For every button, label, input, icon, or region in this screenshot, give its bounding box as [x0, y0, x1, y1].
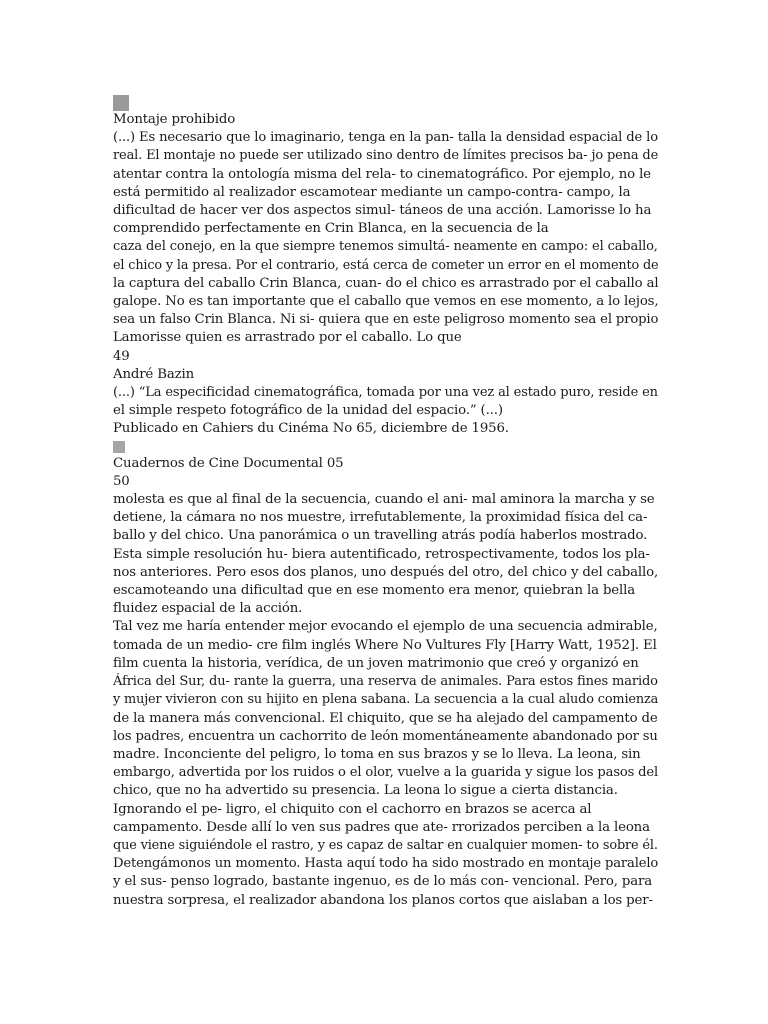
quote-line: (...) “La especificidad cinematográfica, tomada por una vez al estado puro, reside en — [113, 385, 658, 401]
page-marker-square-small — [113, 441, 125, 453]
running-header: Cuadernos de Cine Documental 05 — [113, 455, 344, 471]
text-line: África del Sur, du- rante la guerra, una reserva de animales. Para estos fines marido — [113, 674, 658, 690]
quote-line: el simple respeto fotográfico de la unidad del espacio.” (...) — [113, 403, 503, 419]
text-line: comprendido perfectamente en Crin Blanca, en la secuencia de la — [113, 221, 549, 237]
text-line: embargo, advertida por los ruidos o el olor, vuelve a la guarida y sigue los pasos del — [113, 765, 659, 781]
section-bazin — [113, 111, 658, 439]
text-line: y el sus- penso logrado, bastante ingenuo, es de lo más con- vencional. Pero, para — [113, 874, 653, 890]
text-line: de la manera más convencional. El chiquito, que se ha alejado del campamento de — [113, 710, 658, 726]
text-line: Esta simple resolución hu- biera autentificado, retrospectivamente, todos los pla- — [113, 546, 650, 562]
text-line: fluidez espacial de la acción. — [113, 601, 303, 617]
text-line: real. El montaje no puede ser utilizado sino dentro de límites precisos ba- jo pena de — [113, 148, 659, 164]
text-line: que viene siguiéndole el rastro, y es capaz de saltar en cualquier momen- to sobre él. — [113, 837, 658, 853]
author-name: André Bazin — [113, 366, 195, 382]
document-page — [113, 95, 658, 910]
page-marker-square — [113, 95, 129, 111]
page-number: 50 — [113, 473, 130, 489]
text-line: molesta es que al final de la secuencia, cuando el ani- mal aminora la marcha y se — [113, 492, 655, 508]
text-line: atentar contra la ontología misma del rela- to cinematográfico. Por ejemplo, no le — [113, 166, 651, 182]
text-line: sea un falso Crin Blanca. Ni si- quiera que en este peligroso momento sea el propio — [113, 312, 659, 328]
text-line: galope. No es tan importante que el caballo que vemos en ese momento, a lo lejos, — [113, 294, 659, 310]
text-line: Detengámonos un momento. Hasta aquí todo ha sido mostrado en montaje paralelo — [113, 856, 659, 872]
text-line: detiene, la cámara no nos muestre, irrefutablemente, la proximidad física del ca- — [113, 510, 648, 526]
text-line: el chico y la presa. Por el contrario, está cerca de cometer un error en el momento de — [113, 257, 659, 273]
text-line: escamoteando una dificultad que en ese momento era menor, quiebran la bella — [113, 583, 636, 599]
text-line: está permitido al realizador escamotear mediante un campo-contra- campo, la — [113, 184, 631, 200]
text-line: Ignorando el pe- ligro, el chiquito con el cachorro en brazos se acerca al — [113, 801, 592, 817]
text-line: nos anteriores. Pero esos dos planos, uno después del otro, del chico y del caballo, — [113, 564, 659, 580]
section-title: Montaje prohibido — [113, 112, 236, 127]
text-line: y mujer vivieron con su hijito en plena sabana. La secuencia a la cual aludo comienza — [113, 692, 659, 708]
text-line: los padres, encuentra un cachorrito de león momentáneamente abandonado por su — [113, 728, 658, 744]
text-line: nuestra sorpresa, el realizador abandona los planos cortos que aislaban a los per- — [113, 892, 653, 908]
text-line: dificultad de hacer ver dos aspectos simul- táneos de una acción. Lamorisse lo ha — [113, 203, 652, 219]
text-line: (...) Es necesario que lo imaginario, tenga en la pan- talla la densidad espacial de lo — [113, 130, 658, 146]
text-line: la captura del caballo Crin Blanca, cuan- do el chico es arrastrado por el caballo al — [113, 275, 659, 291]
text-line: Lamorisse quien es arrastrado por el caballo. Lo que — [113, 330, 462, 346]
publication-note: Publicado en Cahiers du Cinéma No 65, diciembre de 1956. — [113, 421, 509, 437]
section-continuation — [113, 455, 658, 910]
text-line: madre. Inconciente del peligro, lo toma en sus brazos y se lo lleva. La leona, sin — [113, 746, 641, 762]
text-line: caza del conejo, en la que siempre tenemos simultá- neamente en campo: el caballo, — [113, 239, 658, 255]
text-line: campamento. Desde allí lo ven sus padres que ate- rrorizados perciben a la leona — [113, 819, 650, 835]
text-line: tomada de un medio- cre film inglés Where No Vultures Fly [Harry Watt, 1952]. El — [113, 637, 657, 653]
text-line: ballo y del chico. Una panorámica o un travelling atrás podía haberlos mostrado. — [113, 528, 648, 544]
text-line: Tal vez me haría entender mejor evocando el ejemplo de una secuencia admirable, — [113, 619, 658, 635]
page-number: 49 — [113, 348, 130, 364]
text-line: chico, que no ha advertido su presencia. La leona lo sigue a cierta distancia. — [113, 783, 618, 799]
text-line: film cuenta la historia, verídica, de un joven matrimonio que creó y organizó en — [113, 655, 639, 671]
